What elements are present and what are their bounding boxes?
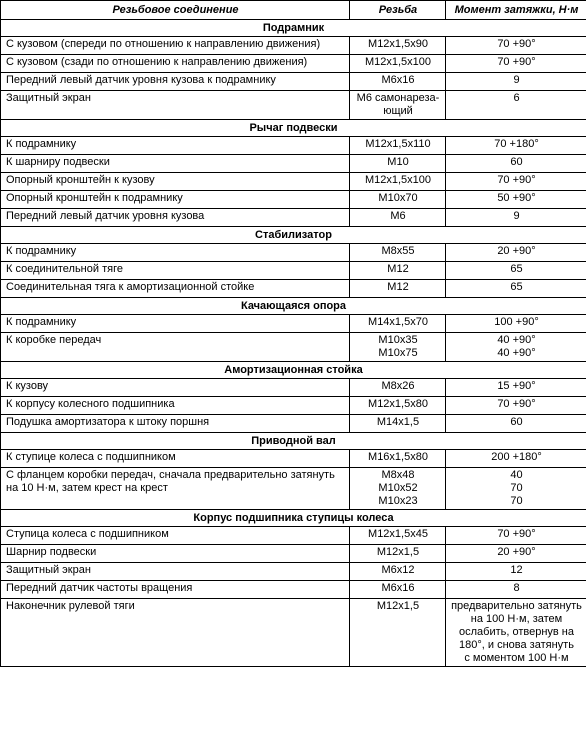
table-row bbox=[1, 155, 586, 173]
connection-cell: Защитный экран bbox=[1, 91, 350, 120]
thread-cell: M12x1,5x100 bbox=[350, 173, 446, 191]
connection-cell: Защитный экран bbox=[1, 563, 350, 581]
table-row bbox=[1, 379, 586, 397]
thread-cell: M12 bbox=[350, 262, 446, 280]
header-torque: Момент затяжки, Н·м bbox=[446, 1, 586, 20]
section-row bbox=[1, 362, 586, 379]
table-body bbox=[1, 20, 586, 667]
thread-cell: M8x26 bbox=[350, 379, 446, 397]
thread-cell: M10 bbox=[350, 155, 446, 173]
table-row bbox=[1, 450, 586, 468]
table-row bbox=[1, 262, 586, 280]
torque-cell: предварительно затянуть на 100 Н·м, затем ослабить, отвернув на 180°, и снова затянуть с моментом 100 Н·м bbox=[446, 599, 586, 667]
section-title: Корпус подшипника ступицы колеса bbox=[1, 510, 586, 527]
torque-cell: 60 bbox=[446, 155, 586, 173]
table-row bbox=[1, 315, 586, 333]
torque-cell: 70 +90° bbox=[446, 37, 586, 55]
torque-cell: 65 bbox=[446, 280, 586, 298]
torque-cell: 40 70 70 bbox=[446, 468, 586, 510]
connection-cell: К коробке передач bbox=[1, 333, 350, 362]
table-row bbox=[1, 55, 586, 73]
thread-cell: M10x70 bbox=[350, 191, 446, 209]
connection-cell: Передний левый датчик уровня кузова к подрамнику bbox=[1, 73, 350, 91]
header-row bbox=[1, 1, 586, 20]
table-row bbox=[1, 545, 586, 563]
torque-cell: 70 +90° bbox=[446, 397, 586, 415]
section-title: Качающаяся опора bbox=[1, 298, 586, 315]
torque-cell: 40 +90° 40 +90° bbox=[446, 333, 586, 362]
torque-cell: 200 +180° bbox=[446, 450, 586, 468]
connection-cell: К кузову bbox=[1, 379, 350, 397]
table-row bbox=[1, 599, 586, 667]
thread-cell: M12x1,5x90 bbox=[350, 37, 446, 55]
section-row bbox=[1, 227, 586, 244]
thread-cell: M12x1,5x45 bbox=[350, 527, 446, 545]
torque-cell: 65 bbox=[446, 262, 586, 280]
thread-cell: M12 bbox=[350, 280, 446, 298]
section-title: Подрамник bbox=[1, 20, 586, 37]
connection-cell: К подрамнику bbox=[1, 244, 350, 262]
table-row bbox=[1, 527, 586, 545]
thread-cell: M12x1,5x110 bbox=[350, 137, 446, 155]
thread-cell: M10x35 M10x75 bbox=[350, 333, 446, 362]
table-row bbox=[1, 91, 586, 120]
torque-cell: 20 +90° bbox=[446, 545, 586, 563]
section-title: Рычаг подвески bbox=[1, 120, 586, 137]
table-row bbox=[1, 37, 586, 55]
section-row bbox=[1, 298, 586, 315]
thread-cell: M6 bbox=[350, 209, 446, 227]
table-row bbox=[1, 581, 586, 599]
torque-cell: 100 +90° bbox=[446, 315, 586, 333]
table-row bbox=[1, 280, 586, 298]
section-row bbox=[1, 20, 586, 37]
torque-cell: 20 +90° bbox=[446, 244, 586, 262]
connection-cell: Передний левый датчик уровня кузова bbox=[1, 209, 350, 227]
section-title: Стабилизатор bbox=[1, 227, 586, 244]
section-row bbox=[1, 120, 586, 137]
thread-cell: M16x1,5x80 bbox=[350, 450, 446, 468]
torque-cell: 8 bbox=[446, 581, 586, 599]
thread-cell: M12x1,5 bbox=[350, 599, 446, 667]
section-row bbox=[1, 510, 586, 527]
connection-cell: Опорный кронштейн к кузову bbox=[1, 173, 350, 191]
table-row bbox=[1, 244, 586, 262]
header-thread: Резьба bbox=[350, 1, 446, 20]
torque-cell: 70 +180° bbox=[446, 137, 586, 155]
table-row bbox=[1, 191, 586, 209]
thread-cell: M12x1,5x100 bbox=[350, 55, 446, 73]
table-row bbox=[1, 173, 586, 191]
torque-cell: 9 bbox=[446, 209, 586, 227]
connection-cell: Передний датчик частоты вращения bbox=[1, 581, 350, 599]
thread-cell: M14x1,5 bbox=[350, 415, 446, 433]
table-row bbox=[1, 468, 586, 510]
connection-cell: К шарниру подвески bbox=[1, 155, 350, 173]
connection-cell: Наконечник рулевой тяги bbox=[1, 599, 350, 667]
torque-cell: 15 +90° bbox=[446, 379, 586, 397]
thread-cell: M14x1,5x70 bbox=[350, 315, 446, 333]
section-row bbox=[1, 433, 586, 450]
table-row bbox=[1, 397, 586, 415]
torque-cell: 12 bbox=[446, 563, 586, 581]
torque-cell: 6 bbox=[446, 91, 586, 120]
thread-cell: M8x55 bbox=[350, 244, 446, 262]
section-title: Приводной вал bbox=[1, 433, 586, 450]
connection-cell: Ступица колеса с подшипником bbox=[1, 527, 350, 545]
table-row bbox=[1, 73, 586, 91]
thread-cell: M6x16 bbox=[350, 581, 446, 599]
thread-cell: M6x16 bbox=[350, 73, 446, 91]
torque-cell: 50 +90° bbox=[446, 191, 586, 209]
connection-cell: Подушка амортизатора к штоку поршня bbox=[1, 415, 350, 433]
table-row bbox=[1, 137, 586, 155]
connection-cell: Шарнир подвески bbox=[1, 545, 350, 563]
table-row bbox=[1, 415, 586, 433]
thread-cell: M6 самонареза- ющий bbox=[350, 91, 446, 120]
table-row bbox=[1, 209, 586, 227]
connection-cell: К соединительной тяге bbox=[1, 262, 350, 280]
connection-cell: К корпусу колесного подшипника bbox=[1, 397, 350, 415]
torque-cell: 9 bbox=[446, 73, 586, 91]
torque-cell: 70 +90° bbox=[446, 527, 586, 545]
connection-cell: Опорный кронштейн к подрамнику bbox=[1, 191, 350, 209]
thread-cell: M12x1,5 bbox=[350, 545, 446, 563]
header-connection: Резьбовое соединение bbox=[1, 1, 350, 20]
table-row bbox=[1, 333, 586, 362]
connection-cell: К подрамнику bbox=[1, 315, 350, 333]
connection-cell: С кузовом (сзади по отношению к направлению движения) bbox=[1, 55, 350, 73]
connection-cell: К ступице колеса с подшипником bbox=[1, 450, 350, 468]
thread-cell: M8x48 M10x52 M10x23 bbox=[350, 468, 446, 510]
connection-cell: Соединительная тяга к амортизационной стойке bbox=[1, 280, 350, 298]
table-row bbox=[1, 563, 586, 581]
torque-cell: 70 +90° bbox=[446, 55, 586, 73]
torque-cell: 60 bbox=[446, 415, 586, 433]
torque-cell: 70 +90° bbox=[446, 173, 586, 191]
section-title: Амортизационная стойка bbox=[1, 362, 586, 379]
thread-cell: M12x1,5x80 bbox=[350, 397, 446, 415]
connection-cell: С фланцем коробки передач, сначала предварительно затянуть на 10 Н·м, затем крест на крест bbox=[1, 468, 350, 510]
thread-cell: M6x12 bbox=[350, 563, 446, 581]
connection-cell: С кузовом (спереди по отношению к направлению движения) bbox=[1, 37, 350, 55]
connection-cell: К подрамнику bbox=[1, 137, 350, 155]
